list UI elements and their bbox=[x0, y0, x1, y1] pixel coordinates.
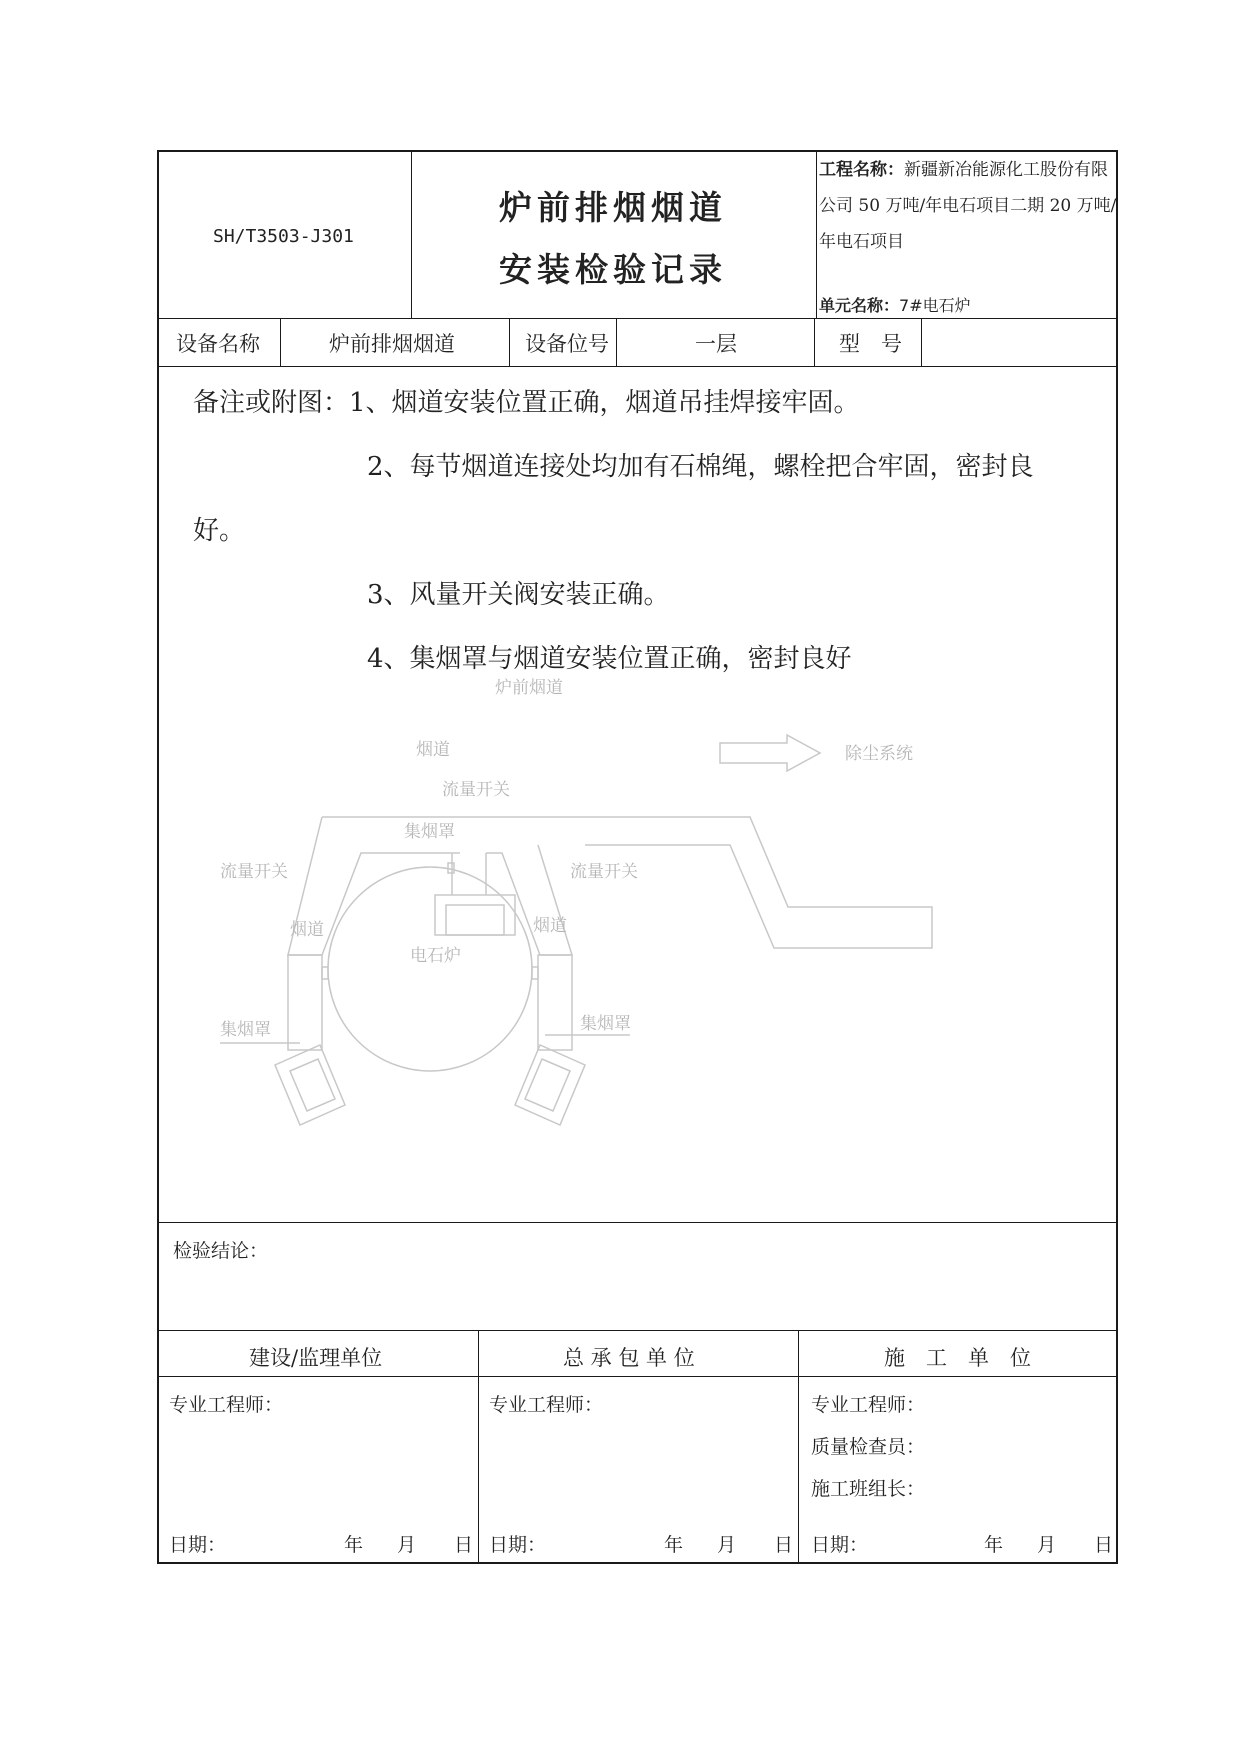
top-flow-switch bbox=[448, 863, 454, 873]
right-duct-wall bbox=[486, 845, 572, 955]
notes-label: 备注或附图： bbox=[193, 388, 350, 418]
left-hood-inner bbox=[290, 1059, 335, 1111]
furnace-circle bbox=[328, 867, 532, 1071]
col3-month: 月 bbox=[1037, 1534, 1057, 1556]
form-title-line1: 炉前排烟烟道 bbox=[499, 188, 727, 227]
notes-item-2-line2: 好。 bbox=[193, 516, 246, 546]
col3-year: 年 bbox=[984, 1534, 1004, 1556]
equip-col-divider-2 bbox=[509, 318, 510, 366]
col2-day: 日 bbox=[774, 1534, 794, 1556]
dust-system-arrow bbox=[720, 735, 820, 771]
right-flow-switch bbox=[532, 967, 538, 979]
unit-value: 7#电石炉 bbox=[899, 296, 971, 315]
sign-col-divider-1 bbox=[478, 1330, 479, 1564]
col1-date-label: 日期： bbox=[169, 1534, 227, 1556]
label-flow-switch-left: 流量开关 bbox=[220, 862, 288, 882]
equip-col-divider-3 bbox=[616, 318, 617, 366]
right-hood-inner bbox=[525, 1059, 570, 1111]
col1-month: 月 bbox=[397, 1534, 417, 1556]
col2-date-label: 日期： bbox=[489, 1534, 547, 1556]
notes-item-3: 3、风量开关阀安装正确。 bbox=[367, 580, 670, 610]
left-hood-outer bbox=[275, 1045, 345, 1125]
header-divider bbox=[159, 318, 1116, 319]
label-flue-left: 烟道 bbox=[290, 920, 324, 940]
label-hood-right: 集烟罩 bbox=[580, 1014, 631, 1034]
col2-engineer-label: 专业工程师： bbox=[489, 1394, 604, 1416]
top-hood-box bbox=[435, 895, 515, 935]
project-value: 新疆新冶能源化工股份有限公司 50 万吨/年电石项目二期 20 万吨/年电石项目 bbox=[819, 160, 1117, 252]
label-flue-top: 烟道 bbox=[416, 740, 450, 760]
equipment-name-value: 炉前排烟烟道 bbox=[329, 332, 455, 356]
col3-leader-label: 施工班组长： bbox=[811, 1478, 926, 1500]
sign-col-divider-2 bbox=[798, 1330, 799, 1564]
notes-item-2-line1: 2、每节烟道连接处均加有石棉绳，螺栓把合牢固，密封良 bbox=[367, 452, 1034, 482]
col2-year: 年 bbox=[664, 1534, 684, 1556]
label-flow-switch-right: 流量开关 bbox=[570, 862, 638, 882]
col3-engineer-label: 专业工程师： bbox=[811, 1394, 926, 1416]
header-col-divider-2 bbox=[816, 152, 817, 318]
project-name bbox=[819, 152, 1117, 260]
equipment-name-label: 设备名称 bbox=[176, 332, 260, 356]
notes-line-1 bbox=[193, 382, 860, 419]
col3-date-label: 日期： bbox=[811, 1534, 869, 1556]
notes-item-4: 4、集烟罩与烟道安装位置正确，密封良好 bbox=[367, 644, 852, 674]
notes-item-1: 1、烟道安装位置正确，烟道吊挂焊接牢固。 bbox=[349, 388, 860, 418]
label-hood-top: 集烟罩 bbox=[404, 822, 455, 842]
col1-year: 年 bbox=[344, 1534, 364, 1556]
label-flow-switch-top: 流量开关 bbox=[442, 780, 510, 800]
equip-col-divider-1 bbox=[280, 318, 281, 366]
label-furnace: 电石炉 bbox=[410, 946, 461, 966]
left-flow-switch bbox=[322, 967, 328, 979]
equipment-row-divider bbox=[159, 366, 1116, 367]
sign-col3-header: 施 工 单 位 bbox=[884, 1346, 1031, 1370]
label-flue-right: 烟道 bbox=[533, 916, 567, 936]
label-hood-left: 集烟罩 bbox=[220, 1020, 271, 1040]
equipment-position-value: 一层 bbox=[695, 332, 737, 356]
top-hood-inner bbox=[446, 905, 504, 935]
signature-header-divider bbox=[159, 1376, 1116, 1377]
form-title-line2: 安装检验记录 bbox=[499, 250, 727, 289]
equip-col-divider-4 bbox=[814, 318, 815, 366]
right-hood-outer bbox=[515, 1045, 585, 1125]
unit-label: 单元名称： bbox=[819, 296, 900, 315]
conclusion-label: 检验结论： bbox=[173, 1240, 269, 1262]
sign-col1-header: 建设/监理单位 bbox=[249, 1346, 383, 1370]
col3-inspector-label: 质量检查员： bbox=[811, 1436, 926, 1458]
left-flue bbox=[288, 955, 322, 1050]
diagram-title: 炉前烟道 bbox=[495, 678, 563, 698]
col3-day: 日 bbox=[1094, 1534, 1114, 1556]
col2-month: 月 bbox=[717, 1534, 737, 1556]
equipment-model-label: 型 号 bbox=[839, 332, 902, 356]
sign-col2-header: 总 承 包 单 位 bbox=[563, 1346, 695, 1370]
flue-layout-diagram bbox=[220, 678, 1020, 1195]
unit-name bbox=[819, 293, 971, 316]
equipment-position-label: 设备位号 bbox=[525, 332, 609, 356]
diagram-lines bbox=[220, 735, 932, 1125]
standard-code: SH/T3503-J301 bbox=[213, 226, 354, 247]
project-label: 工程名称： bbox=[819, 160, 904, 180]
equip-col-divider-5 bbox=[921, 318, 922, 366]
notes-divider bbox=[159, 1222, 1116, 1223]
header-col-divider-1 bbox=[411, 152, 412, 318]
conclusion-divider bbox=[159, 1330, 1116, 1331]
col1-engineer-label: 专业工程师： bbox=[169, 1394, 284, 1416]
col1-day: 日 bbox=[454, 1534, 474, 1556]
label-dust-system: 除尘系统 bbox=[845, 744, 913, 764]
